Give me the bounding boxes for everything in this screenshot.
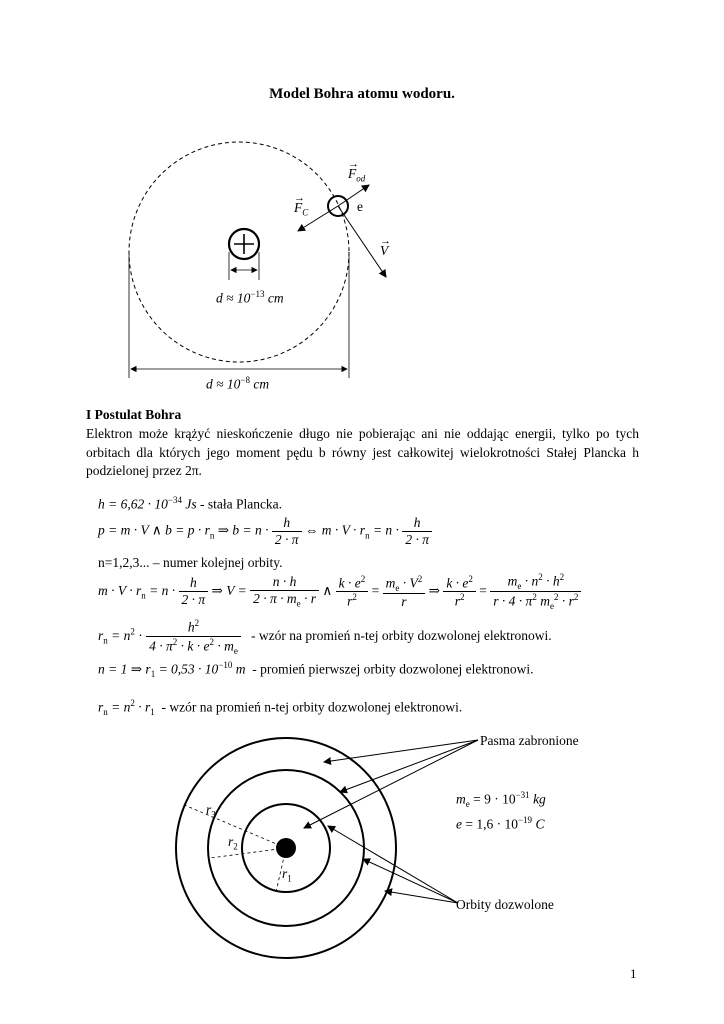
electron-label: e xyxy=(357,199,363,214)
planck-equation: $h = 6,62 \cdot 10^{-34}$ Js - stała Plancka. xyxy=(98,495,283,512)
electron-mass-label: $m_e = 9 \cdot 10^{-31}$ kg xyxy=(456,790,546,810)
radius-equation: $r_n = n^2$ · $\frac{h^2}{4 \cdot \pi^2 \cdot k \cdot e^2 \cdot m_e}$ - wzór na promień n-tej orbity dozwolonej elektronowi. xyxy=(98,618,552,656)
r2-label: $r_2$ xyxy=(228,834,238,852)
n-description: n=1,2,3... – numer kolejnej orbity. xyxy=(98,555,283,570)
electron-charge-label: $e = 1,6 \cdot 10^{-19}$ C xyxy=(456,815,545,832)
page-title: Model Bohra atomu wodoru. xyxy=(269,86,455,102)
force-c-label: → $F_C$ xyxy=(294,192,309,218)
r3-label: $r_3$ xyxy=(206,802,216,820)
first-radius-equation: n = 1 ⇒ $r_1 = 0,53 \cdot 10^{-10}$ m - promień pierwszej orbity dozwolonej elektronowi. xyxy=(98,660,534,680)
radius-relation-equation: $r_n = n^2 \cdot r_1$ - wzór na promień n-tej orbity dozwolonej elektronowi. xyxy=(98,698,463,718)
orbits-diagram xyxy=(0,700,724,960)
r1-label: $r_1$ xyxy=(282,866,292,884)
section-heading: I Postulat Bohra xyxy=(86,407,182,422)
force-od-label: → $F_{od}$ xyxy=(348,158,366,184)
allowed-orbits-label: Orbity dozwolone xyxy=(456,897,554,912)
postulate-paragraph: Elektron może krążyć nieskończenie długo nie pobierając ani nie oddając energii, tylko po tych orbitach dla których jego moment pędu b równy jest całkowitej wielokrotności Stałej Plancka h podzielonej przez 2π. xyxy=(86,426,639,478)
page-number: 1 xyxy=(630,966,637,981)
velocity-equation: $m \cdot V \cdot r_n = n$ · $\frac{h}{2 \cdot \pi}$ ⇒ V = $\frac{n \cdot h}{2 \cdot \pi \cdot m_e \cdot r}$ ∧ $\frac{k \cdot e^2}{r^2}$ = $\frac{m_e \cdot V^2}{r}$ ⇒ $\frac{k \cdot e^2}{r^2}$ = $\frac{m_e \cdot n^2 \cdot h^2}{r \cdot 4 \cdot \pi^2 m_e^2 \cdot r^2}$ xyxy=(98,572,581,611)
nucleus-size-label: $d \approx 10^{-13}$ cm xyxy=(216,289,284,306)
orbit-circle xyxy=(129,142,349,362)
momentum-equation: p = m · V ∧ $b = p \cdot r_n$ ⇒ b = n · $\frac{h}{2 \cdot \pi}$ ⇔ $m \cdot V \cdot r_n = n$ · $\frac{h}{2 \cdot \pi}$ xyxy=(98,515,432,548)
forbidden-bands-label: Pasma zabronione xyxy=(480,733,579,748)
atom-size-label: $d \approx 10^{-8}$ cm xyxy=(206,375,270,392)
velocity-label: → V xyxy=(380,235,391,258)
